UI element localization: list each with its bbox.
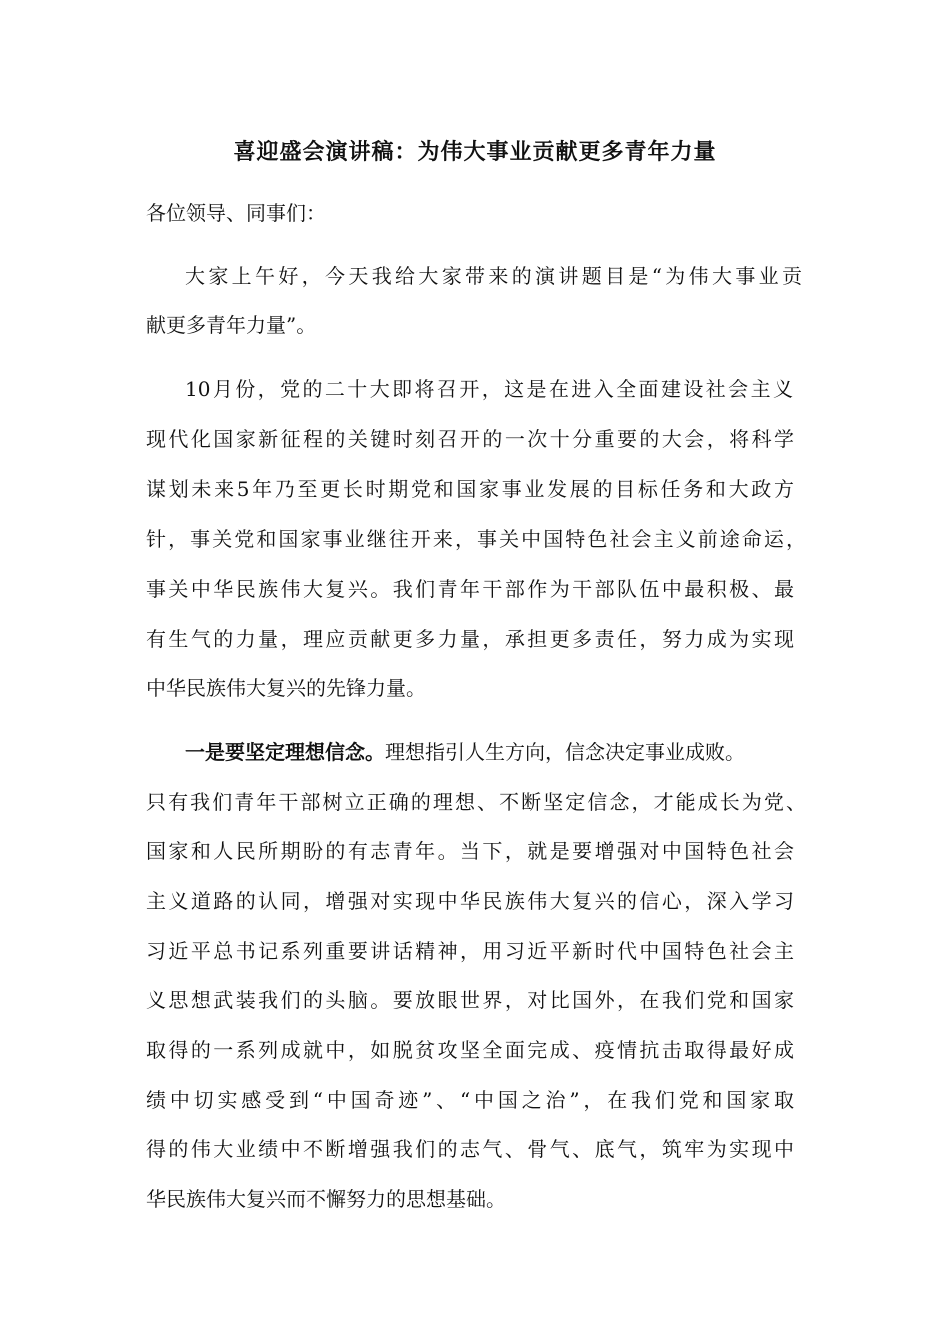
document-title: 喜迎盛会演讲稿：为伟大事业贡献更多青年力量 <box>233 139 717 165</box>
salutation: 各位领导、同事们： <box>146 201 326 225</box>
paragraph-3-line-6: 义思想武装我们的头脑。要放眼世界，对比国外，在我们党和国家 <box>146 988 794 1012</box>
paragraph-3-line-8: 绩中切实感受到“中国奇迹”、“中国之治”，在我们党和国家取 <box>146 1088 794 1112</box>
paragraph-3-line-1 <box>185 737 810 767</box>
paragraph-2-line-4: 针，事关党和国家事业继往开来，事关中国特色社会主义前途命运， <box>146 527 806 551</box>
paragraph-3-line-5: 习近平总书记系列重要讲话精神，用习近平新时代中国特色社会主 <box>146 939 794 963</box>
paragraph-1-line-2: 献更多青年力量”。 <box>146 313 317 337</box>
paragraph-2-line-5: 事关中华民族伟大复兴。我们青年干部作为干部队伍中最积极、最 <box>146 577 794 601</box>
paragraph-2-line-1: 10月份，党的二十大即将召开，这是在进入全面建设社会主义 <box>185 377 793 401</box>
paragraph-3-line-10: 华民族伟大复兴而不懈努力的思想基础。 <box>146 1187 506 1211</box>
paragraph-3-line-2: 只有我们青年干部树立正确的理想、不断坚定信念，才能成长为党、 <box>146 790 806 814</box>
paragraph-3-heading: 一是要坚定理想信念。 <box>185 740 385 764</box>
paragraph-3-line-3: 国家和人民所期盼的有志青年。当下，就是要增强对中国特色社会 <box>146 839 794 863</box>
paragraph-2-line-3: 谋划未来5年乃至更长时期党和国家事业发展的目标任务和大政方 <box>146 477 794 501</box>
paragraph-3-line-4: 主义道路的认同，增强对实现中华民族伟大复兴的信心，深入学习 <box>146 889 794 913</box>
paragraph-2-line-6: 有生气的力量，理应贡献更多力量，承担更多责任，努力成为实现 <box>146 627 794 651</box>
paragraph-2-line-2: 现代化国家新征程的关键时刻召开的一次十分重要的大会，将科学 <box>146 427 794 451</box>
paragraph-1-line-1: 大家上午好，今天我给大家带来的演讲题目是“为伟大事业贡 <box>185 264 802 288</box>
paragraph-3-first-line-text: 理想指引人生方向，信念决定事业成败。 <box>385 740 745 764</box>
paragraph-3-line-9: 得的伟大业绩中不断增强我们的志气、骨气、底气，筑牢为实现中 <box>146 1137 794 1161</box>
paragraph-3-line-7: 取得的一系列成就中，如脱贫攻坚全面完成、疫情抗击取得最好成 <box>146 1038 794 1062</box>
paragraph-2-line-7: 中华民族伟大复兴的先锋力量。 <box>146 676 426 700</box>
